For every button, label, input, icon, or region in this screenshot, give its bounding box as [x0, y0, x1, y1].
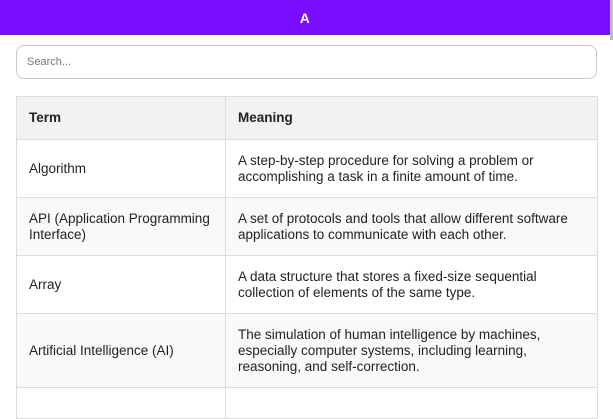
- meaning-cell: [226, 388, 598, 419]
- table-header-row: [17, 97, 598, 140]
- term-cell: [17, 388, 226, 419]
- table-row: [17, 140, 598, 198]
- meaning-cell: A step-by-step procedure for solving a problem or accomplishing a task in a finite amount of time.: [226, 140, 598, 198]
- search-input[interactable]: [16, 45, 597, 79]
- term-cell: Algorithm: [17, 140, 226, 198]
- term-cell: Artificial Intelligence (AI): [17, 314, 226, 388]
- table-row: [17, 314, 598, 388]
- meaning-cell: A data structure that stores a fixed-size sequential collection of elements of the same type.: [226, 256, 598, 314]
- search-container: [16, 45, 597, 79]
- table-row: [17, 256, 598, 314]
- meaning-cell: The simulation of human intelligence by machines, especially computer systems, including learning, reasoning, and self-correction.: [226, 314, 598, 388]
- table-row: [17, 198, 598, 256]
- table-row-partial: [17, 388, 598, 419]
- column-header-term: Term: [17, 97, 226, 140]
- page-title: A: [299, 9, 311, 26]
- glossary-table: [16, 96, 598, 419]
- term-cell: API (Application Programming Interface): [17, 198, 226, 256]
- app-header: [0, 0, 610, 35]
- term-cell: Array: [17, 256, 226, 314]
- glossary-table-container: [16, 96, 597, 419]
- column-header-meaning: Meaning: [226, 97, 598, 140]
- meaning-cell: A set of protocols and tools that allow different software applications to communicate with each other.: [226, 198, 598, 256]
